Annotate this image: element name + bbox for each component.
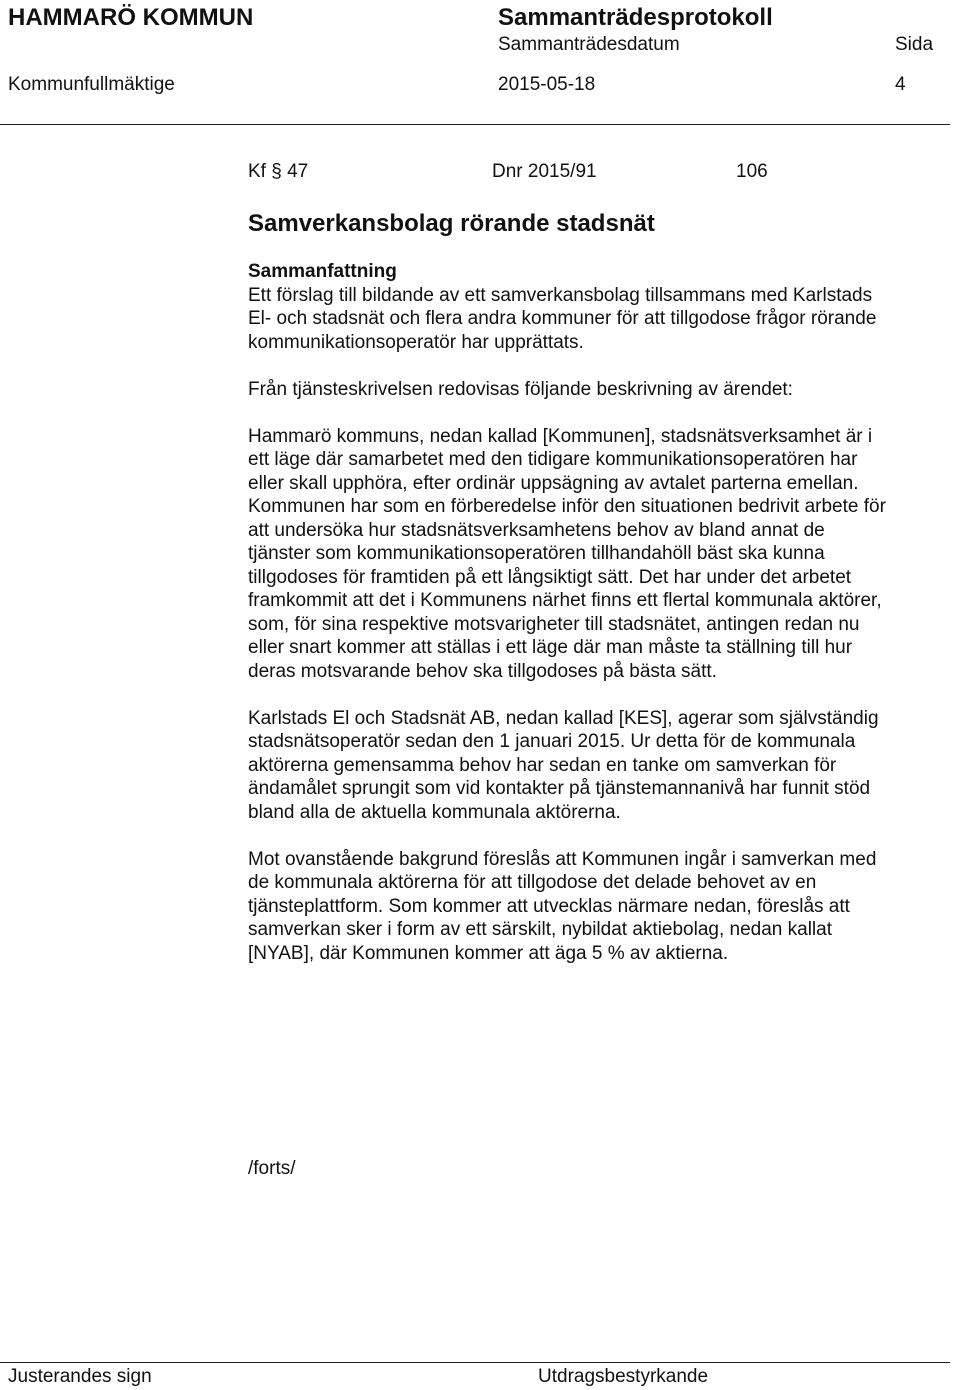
decision-body: Kommunfullmäktige bbox=[8, 74, 175, 95]
footer-certification-label: Utdragsbestyrkande bbox=[538, 1366, 709, 1387]
page-number: 4 bbox=[895, 74, 906, 95]
summary-text: Ett förslag till bildande av ett samverkansbolag tillsammans med Karlstads El- och stadsnät och flera andra kommuner för att tillgodose frågor rörande kommunikationsoperatör har upprättats. bbox=[248, 284, 877, 353]
document-body bbox=[248, 260, 888, 965]
case-dnr: Dnr 2015/91 bbox=[492, 161, 597, 182]
summary-heading: Sammanfattning bbox=[248, 261, 397, 282]
page-label: Sida bbox=[895, 34, 934, 55]
case-paragraph: Kf § 47 bbox=[248, 161, 309, 182]
footer-signature-label: Justerandes sign bbox=[8, 1366, 152, 1387]
organization-name: HAMMARÖ KOMMUN bbox=[8, 4, 254, 31]
meeting-date-label: Sammanträdesdatum bbox=[498, 34, 680, 55]
document-type: Sammanträdesprotokoll bbox=[498, 4, 773, 31]
footer-divider bbox=[0, 1362, 950, 1363]
body-paragraph: Från tjänsteskrivelsen redovisas följande beskrivning av ärendet: bbox=[248, 378, 793, 400]
header-divider bbox=[0, 124, 950, 125]
continued-marker: /forts/ bbox=[248, 1158, 296, 1179]
case-number: 106 bbox=[736, 161, 768, 182]
body-paragraph: Hammarö kommuns, nedan kallad [Kommunen], stadsnätsverksamhet är i ett läge där samarbetet med den tidigare kommunikationsoperatören har eller skall upphöra, efter ordinär uppsägning av avtalet parterna emellan. Kommunen har som en förberedelse inför den situationen bedrivit arbete för att undersöka hur stadsnätsverksamhetens behov av bland annat de tjänster som kommunikationsoperatören tillhandahöll bäst ska kunna tillgodoses för framtiden på ett långsiktigt sätt. Det har under det arbetet framkommit att det i Kommunens närhet finns ett flertal kommunala aktörer, som, för sina respektive motsvarigheter till stadsnätet, antingen redan nu eller snart kommer att ställas i ett läge där man måste ta ställning till hur deras motsvarande behov ska tillgodoses på bästa sätt. bbox=[248, 425, 886, 682]
body-paragraph: Karlstads El och Stadsnät AB, nedan kallad [KES], agerar som självständig stadsnätsoperatör sedan den 1 januari 2015. Ur detta för de kommunala aktörerna gemensamma behov har sedan en tanke om samverkan för ändamålet sprungit som vid kontakter på tjänstemannanivå har funnit stöd bland alla de aktuella kommunala aktörerna. bbox=[248, 707, 879, 823]
document-title: Samverkansbolag rörande stadsnät bbox=[248, 210, 655, 237]
body-paragraph: Mot ovanstående bakgrund föreslås att Kommunen ingår i samverkan med de kommunala aktörerna för att tillgodose det delade behovet av en tjänsteplattform. Som kommer att utvecklas närmare nedan, föreslås att samverkan sker i form av ett särskilt, nybildat aktiebolag, nedan kallat [NYAB], där Kommunen kommer att äga 5 % av aktierna. bbox=[248, 848, 877, 964]
meeting-date: 2015-05-18 bbox=[498, 74, 596, 95]
